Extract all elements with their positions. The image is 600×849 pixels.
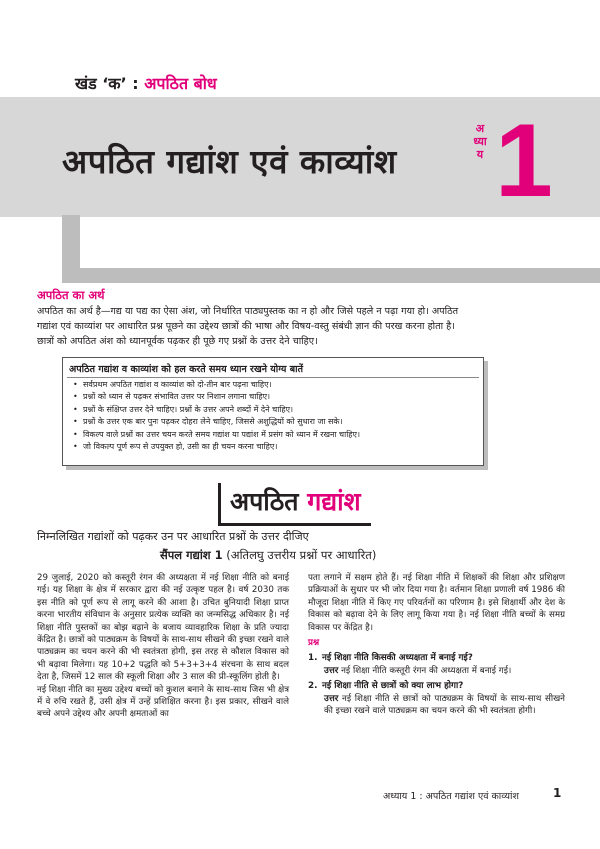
banner-decor-bottom: [62, 268, 600, 283]
list-item: • प्रश्नों के उत्तर एक बार पुनः पढ़कर दोहरा लेने चाहिए, जिससे अशुद्धियों को सुधारा जा सके।: [73, 416, 360, 428]
footer-text: अध्याय 1 : अपठित गद्यांश एवं काव्यांश: [383, 791, 519, 802]
bullet-icon: •: [73, 442, 78, 452]
answer: उत्तर नई शिक्षा नीति से छात्रों को पाठ्यक्रम के विषयों के साथ-साथ सीखने की इच्छा रखने वाले पाठ्यक्रम का चयन करने की भी स्वतंत्रता होगी।: [324, 693, 565, 717]
question: 2. नई शिक्षा नीति से छात्रों को क्या लाभ होगा?: [308, 681, 464, 692]
big-heading: [230, 484, 361, 518]
page-number: 1: [553, 786, 562, 800]
big-heading-part1: अपठित: [230, 487, 308, 516]
chapter-word-letter: य: [476, 148, 484, 161]
meaning-line: अपठित का अर्थ है—गद्य या पद्य का ऐसा अंश, जो निर्धारित पाठ्यपुस्तक का न हो और जिसे पहले न पढ़ा गया हो। अपठित: [37, 306, 459, 317]
list-item: • विकल्प वाले प्रश्नों का उत्तर चयन करते समय गद्यांश या पद्यांश में प्रसंग को ध्यान में रखना चाहिए।: [73, 429, 360, 441]
chapter-title: अपठित गद्यांश एवं काव्यांश: [62, 142, 397, 181]
passage-paragraph: नई शिक्षा नीति का मुख्य उद्देश्य बच्चों को कुशल बनाने के साथ-साथ जिस भी क्षेत्र में वे रुचि रखते हैं, उसी क्षेत्र में उन्हें प्रशिक्षित करना है। इस प्रकार, सीखने वाले बच्चे अपने उद्देश्य और अपनी क्षमताओं का: [37, 684, 289, 720]
meaning-line: छात्रों को अपठित अंश को ध्यानपूर्वक पढ़कर ही पूछे गए प्रश्नों के उत्तर देने चाहिए।: [37, 336, 318, 347]
tips-list: [73, 379, 360, 453]
sample-label: सैंपल गद्यांश 1: [160, 548, 223, 562]
tips-divider: [67, 377, 479, 378]
chapter-word-vertical: [472, 122, 488, 161]
meaning-heading: अपठित का अर्थ: [37, 288, 105, 302]
list-item: • प्रश्नों के संक्षिप्त उत्तर देने चाहिए। प्रश्नों के उत्तर अपने शब्दों में देने चाहिए।: [73, 404, 360, 416]
bullet-icon: •: [73, 380, 78, 389]
sample-note: (अतिलघु उत्तरीय प्रश्नों पर आधारित): [222, 548, 377, 562]
passage-left-column: [37, 572, 289, 721]
passage-right-column: [308, 572, 565, 717]
big-heading-part2: गद्यांश: [307, 487, 361, 516]
sample-title: [160, 548, 376, 563]
list-item: • प्रश्नों को ध्यान से पढ़कर संभावित उत्तर पर निशान लगाना चाहिए।: [73, 391, 360, 403]
passage-paragraph: पता लगाने में सक्षम होते हैं। नई शिक्षा नीति में शिक्षकों की शिक्षा और प्रशिक्षण प्रक्रियाओं के सुधार पर भी जोर दिया गया है। वर्तमान शिक्षा प्रणाली वर्ष 1986 की मौजूदा शिक्षा नीति में किए गए परिवर्तनों का परिणाम है। इसे शिक्षार्थी और देश के विकास को बढ़ावा देने के लिए लागू किया गया है। नई शिक्षा नीति बच्चों के समग्र विकास पर केंद्रित है।: [308, 573, 565, 633]
bullet-icon: •: [73, 404, 78, 414]
list-item: • जो विकल्प पूर्ण रूप से उपयुक्त हो, उसी का ही चयन करना चाहिए।: [73, 441, 360, 453]
answer: उत्तर नई शिक्षा नीति कस्तूरी रंगन की अध्यक्षता में बनाई गई।: [324, 665, 512, 676]
bullet-icon: •: [73, 417, 78, 427]
chapter-word-letter: अ: [475, 122, 485, 135]
instruction-text: निम्नलिखित गद्यांशों को पढ़कर उन पर आधारित प्रश्नों के उत्तर दीजिए: [37, 530, 309, 543]
bullet-icon: •: [73, 392, 78, 402]
tips-box: [62, 357, 484, 466]
meaning-paragraph: [37, 304, 565, 349]
list-item: • सर्वप्रथम अपठित गद्यांश व काव्यांश को दो-तीन बार पढ़ना चाहिए।: [73, 379, 360, 391]
chapter-number: 1: [495, 103, 553, 219]
section-label-accent: अपठित बोध: [144, 74, 217, 93]
section-label-prefix: खंड ‘क’ :: [75, 74, 145, 93]
questions-label: प्रश्न: [308, 638, 320, 649]
chapter-word-letter: ध्या: [473, 135, 487, 148]
meaning-line: गद्यांश एवं काव्यांश पर आधारित प्रश्न पूछने का उद्देश्य छात्रों की भाषा और विषय-वस्तु संबंधी ज्ञान की परख करना होता है।: [37, 321, 455, 332]
bullet-icon: •: [73, 429, 78, 439]
tips-title: अपठित गद्यांश व काव्यांश को हल करते समय ध्यान रखने योग्य बातें: [69, 364, 304, 375]
section-label: [75, 72, 217, 94]
passage-paragraph: 29 जुलाई, 2020 को कस्तूरी रंगन की अध्यक्षता में नई शिक्षा नीति को बनाई गई। यह शिक्षा के क्षेत्र में सरकार द्वारा की नई उत्कृष्ट पहल है। वर्ष 2030 तक इस नीति को पूर्ण रूप से लागू करने की आशा है। उचित बुनियादी शिक्षा प्राप्त करना भारतीय संविधान के अनुसार प्रत्येक व्यक्ति का जन्मसिद्ध अधिकार है। नई शिक्षा नीति पुस्तकों का बोझ बढ़ाने के बजाय व्यावहारिक शिक्षा के प्रति ज्यादा केंद्रित है। छात्रों को पाठ्यक्रम के विषयों के साथ-साथ सीखने की इच्छा रखने वाले पाठ्यक्रम का चयन करने की भी स्वतंत्रता होगी, इस तरह से कौशल विकास को भी बढ़ावा मिलेगा। यह 10+2 पद्धति को 5+3+3+4 संरचना के साथ बदल देता है, जिसमें 12 साल की स्कूली शिक्षा और 3 साल की प्री-स्कूलिंग होती है।: [37, 573, 289, 683]
question: 1. नई शिक्षा नीति किसकी अध्यक्षता में बनाई गई?: [308, 653, 473, 664]
